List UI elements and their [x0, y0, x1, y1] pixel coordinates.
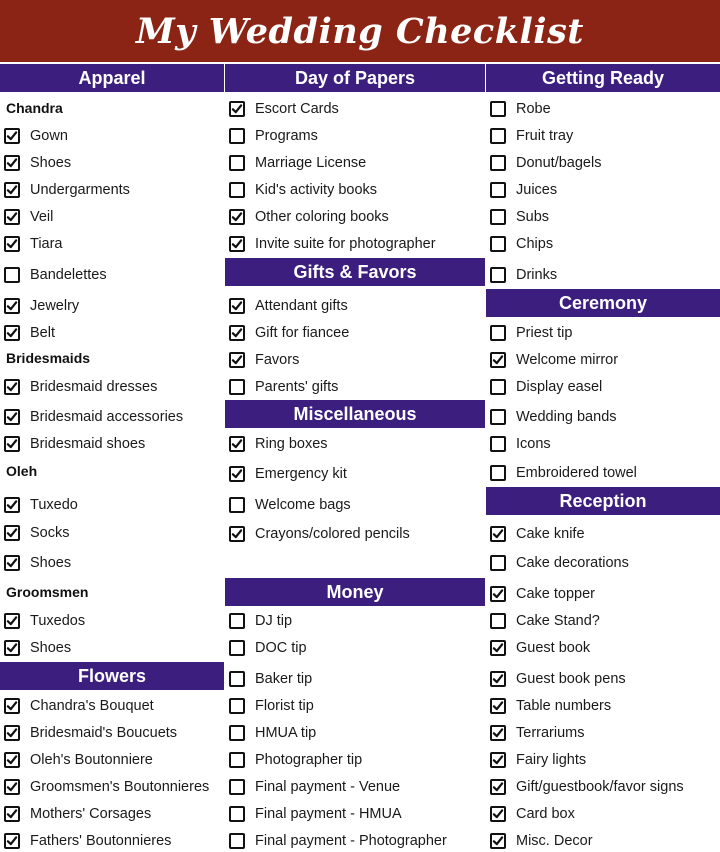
- item-label: Subs: [516, 209, 550, 225]
- item-label: Favors: [255, 352, 300, 368]
- unchecked-checkbox-icon[interactable]: [490, 465, 506, 481]
- checklist-item: [490, 637, 720, 659]
- unchecked-checkbox-icon[interactable]: [229, 155, 245, 171]
- unchecked-checkbox-icon[interactable]: [490, 182, 506, 198]
- checked-checkbox-icon[interactable]: [4, 379, 20, 395]
- item-label: Tuxedo: [30, 497, 78, 513]
- item-label: Shoes: [30, 155, 72, 171]
- item-label: Drinks: [516, 267, 558, 283]
- checklist-item: [229, 295, 485, 317]
- checklist-item: [229, 637, 485, 659]
- checklist-item: [229, 152, 485, 174]
- checklist-item: [229, 494, 485, 516]
- checklist-item: [4, 433, 224, 455]
- unchecked-checkbox-icon[interactable]: [490, 267, 506, 283]
- checked-checkbox-icon[interactable]: [490, 752, 506, 768]
- item-label: Programs: [255, 128, 318, 144]
- item-label: Groomsmen's Boutonnieres: [30, 779, 210, 795]
- unchecked-checkbox-icon[interactable]: [490, 128, 506, 144]
- checklist-item: [229, 463, 485, 485]
- unchecked-checkbox-icon[interactable]: [229, 497, 245, 513]
- item-label: DOC tip: [255, 640, 307, 656]
- item-label: Fathers' Boutonnieres: [30, 833, 172, 849]
- checked-checkbox-icon[interactable]: [4, 725, 20, 741]
- item-label: Oleh's Boutonniere: [30, 752, 153, 768]
- unchecked-checkbox-icon[interactable]: [229, 671, 245, 687]
- section-header: Apparel: [0, 64, 224, 92]
- checklist-item: [4, 695, 224, 717]
- checked-checkbox-icon[interactable]: [490, 806, 506, 822]
- checklist-item: [490, 125, 720, 147]
- column-3: [486, 64, 720, 851]
- checklist-item: [490, 749, 720, 771]
- item-label: Welcome mirror: [516, 352, 619, 368]
- item-label: Chandra's Bouquet: [30, 698, 154, 714]
- checked-checkbox-icon[interactable]: [4, 555, 20, 571]
- item-label: Misc. Decor: [516, 833, 593, 849]
- checklist-item: [490, 376, 720, 398]
- item-label: Shoes: [30, 640, 72, 656]
- section-header: Miscellaneous: [225, 400, 485, 428]
- checklist-item: [4, 152, 224, 174]
- checklist-item: [4, 264, 224, 286]
- item-label: Bridesmaid shoes: [30, 436, 146, 452]
- group-heading: Bridesmaids: [6, 350, 91, 366]
- checklist-item: [4, 637, 224, 659]
- checklist-item: [4, 552, 224, 574]
- item-label: Shoes: [30, 555, 72, 571]
- item-label: Escort Cards: [255, 101, 339, 117]
- item-label: Bridesmaid's Boucuets: [30, 725, 178, 741]
- item-label: Gown: [30, 128, 68, 144]
- item-label: Veil: [30, 209, 54, 225]
- item-label: Guest book: [516, 640, 591, 656]
- checklist-item: [229, 98, 485, 120]
- checked-checkbox-icon[interactable]: [4, 128, 20, 144]
- item-label: Wedding bands: [516, 409, 617, 425]
- checklist-item: [229, 749, 485, 771]
- checked-checkbox-icon[interactable]: [4, 409, 20, 425]
- checked-checkbox-icon[interactable]: [229, 209, 245, 225]
- checklist-item: [490, 610, 720, 632]
- checked-checkbox-icon[interactable]: [4, 155, 20, 171]
- checked-checkbox-icon[interactable]: [229, 466, 245, 482]
- title-banner: [0, 0, 720, 62]
- checked-checkbox-icon[interactable]: [490, 352, 506, 368]
- unchecked-checkbox-icon[interactable]: [490, 409, 506, 425]
- item-label: Bandelettes: [30, 267, 107, 283]
- checklist-item: [490, 722, 720, 744]
- section-header: Money: [225, 578, 485, 606]
- checklist-item: [229, 695, 485, 717]
- item-label: Fruit tray: [516, 128, 574, 144]
- checklist-item: [229, 376, 485, 398]
- item-label: Kid's activity books: [255, 182, 378, 198]
- item-label: Tiara: [30, 236, 63, 252]
- checklist-item: [4, 830, 224, 852]
- item-label: Cake Stand?: [516, 613, 600, 629]
- checklist-item: [229, 179, 485, 201]
- unchecked-checkbox-icon[interactable]: [229, 128, 245, 144]
- section-header: Gifts & Favors: [225, 258, 485, 286]
- item-label: Robe: [516, 101, 551, 117]
- item-label: Final payment - Venue: [255, 779, 401, 795]
- checked-checkbox-icon[interactable]: [229, 101, 245, 117]
- checked-checkbox-icon[interactable]: [4, 698, 20, 714]
- unchecked-checkbox-icon[interactable]: [490, 436, 506, 452]
- unchecked-checkbox-icon[interactable]: [229, 806, 245, 822]
- item-label: Display easel: [516, 379, 603, 395]
- item-label: Welcome bags: [255, 497, 351, 513]
- section-header: Flowers: [0, 662, 224, 690]
- unchecked-checkbox-icon[interactable]: [229, 833, 245, 849]
- checklist-item: [229, 776, 485, 798]
- checklist-item: [229, 830, 485, 852]
- item-label: Final payment - Photographer: [255, 833, 447, 849]
- item-label: Cake decorations: [516, 555, 629, 571]
- item-label: Fairy lights: [516, 752, 587, 768]
- group-heading: Chandra: [6, 100, 63, 116]
- checked-checkbox-icon[interactable]: [490, 586, 506, 602]
- checked-checkbox-icon[interactable]: [4, 298, 20, 314]
- checklist-item: [229, 206, 485, 228]
- item-label: HMUA tip: [255, 725, 317, 741]
- checklist-item: [229, 610, 485, 632]
- checklist-item: [490, 322, 720, 344]
- checklist-item: [229, 349, 485, 371]
- checklist-item: [4, 376, 224, 398]
- checked-checkbox-icon[interactable]: [490, 779, 506, 795]
- checked-checkbox-icon[interactable]: [490, 640, 506, 656]
- checked-checkbox-icon[interactable]: [229, 325, 245, 341]
- item-label: Undergarments: [30, 182, 130, 198]
- item-label: Final payment - HMUA: [255, 806, 402, 822]
- group-heading: Groomsmen: [6, 584, 89, 600]
- checklist-item: [490, 179, 720, 201]
- item-label: Other coloring books: [255, 209, 389, 225]
- item-label: Terrariums: [516, 725, 585, 741]
- checked-checkbox-icon[interactable]: [490, 833, 506, 849]
- unchecked-checkbox-icon[interactable]: [229, 779, 245, 795]
- checked-checkbox-icon[interactable]: [229, 236, 245, 252]
- item-label: DJ tip: [255, 613, 293, 629]
- checked-checkbox-icon[interactable]: [229, 298, 245, 314]
- checked-checkbox-icon[interactable]: [4, 640, 20, 656]
- item-label: Card box: [516, 806, 575, 822]
- checklist-item: [229, 233, 485, 255]
- checklist-item: [4, 722, 224, 744]
- item-label: Bridesmaid accessories: [30, 409, 184, 425]
- checked-checkbox-icon[interactable]: [4, 613, 20, 629]
- item-label: Tuxedos: [30, 613, 86, 629]
- checklist-item: [490, 552, 720, 574]
- checklist-item: [4, 206, 224, 228]
- page-title: My Wedding Checklist: [136, 10, 584, 52]
- checked-checkbox-icon[interactable]: [4, 806, 20, 822]
- checklist-item: [490, 406, 720, 428]
- column-2: [225, 64, 485, 851]
- unchecked-checkbox-icon[interactable]: [490, 236, 506, 252]
- unchecked-checkbox-icon[interactable]: [229, 752, 245, 768]
- checklist-item: [229, 668, 485, 690]
- group-heading: Oleh: [6, 463, 38, 479]
- item-label: Florist tip: [255, 698, 314, 714]
- checklist-item: [490, 803, 720, 825]
- item-label: Chips: [516, 236, 554, 252]
- checked-checkbox-icon[interactable]: [229, 352, 245, 368]
- item-label: Gift for fiancee: [255, 325, 350, 341]
- checked-checkbox-icon[interactable]: [490, 671, 506, 687]
- column-1: [0, 64, 224, 851]
- item-label: Cake knife: [516, 526, 585, 542]
- item-label: Icons: [516, 436, 551, 452]
- checklist-item: [490, 98, 720, 120]
- checklist-item: [229, 433, 485, 455]
- checklist-item: [4, 776, 224, 798]
- item-label: Ring boxes: [255, 436, 328, 452]
- checked-checkbox-icon[interactable]: [4, 436, 20, 452]
- item-label: Socks: [30, 525, 70, 541]
- checklist-item: [490, 349, 720, 371]
- checklist-item: [490, 583, 720, 605]
- unchecked-checkbox-icon[interactable]: [490, 325, 506, 341]
- item-label: Gift/guestbook/favor signs: [516, 779, 684, 795]
- checklist-item: [490, 523, 720, 545]
- checklist-item: [490, 462, 720, 484]
- unchecked-checkbox-icon[interactable]: [229, 182, 245, 198]
- item-label: Mothers' Corsages: [30, 806, 152, 822]
- unchecked-checkbox-icon[interactable]: [229, 725, 245, 741]
- section-header: Ceremony: [486, 289, 720, 317]
- checked-checkbox-icon[interactable]: [4, 236, 20, 252]
- checked-checkbox-icon[interactable]: [229, 436, 245, 452]
- unchecked-checkbox-icon[interactable]: [490, 379, 506, 395]
- checked-checkbox-icon[interactable]: [229, 526, 245, 542]
- unchecked-checkbox-icon[interactable]: [229, 379, 245, 395]
- item-label: Priest tip: [516, 325, 573, 341]
- item-label: Baker tip: [255, 671, 313, 687]
- checklist-item: [4, 179, 224, 201]
- item-label: Emergency kit: [255, 466, 347, 482]
- unchecked-checkbox-icon[interactable]: [229, 613, 245, 629]
- item-label: Donut/bagels: [516, 155, 602, 171]
- checklist-item: [4, 610, 224, 632]
- checklist-item: [229, 523, 485, 545]
- checklist-item: [490, 233, 720, 255]
- item-label: Bridesmaid dresses: [30, 379, 158, 395]
- checklist-item: [4, 522, 224, 544]
- item-label: Juices: [516, 182, 558, 198]
- checklist-item: [4, 295, 224, 317]
- section-header: Day of Papers: [225, 64, 485, 92]
- checked-checkbox-icon[interactable]: [4, 525, 20, 541]
- checked-checkbox-icon[interactable]: [4, 833, 20, 849]
- item-label: Photographer tip: [255, 752, 363, 768]
- checklist-item: [4, 322, 224, 344]
- checklist-item: [4, 233, 224, 255]
- checklist-item: [4, 803, 224, 825]
- unchecked-checkbox-icon[interactable]: [490, 101, 506, 117]
- checklist-item: [490, 206, 720, 228]
- checklist-item: [490, 668, 720, 690]
- unchecked-checkbox-icon[interactable]: [490, 209, 506, 225]
- section-header: Getting Ready: [486, 64, 720, 92]
- checked-checkbox-icon[interactable]: [490, 698, 506, 714]
- checked-checkbox-icon[interactable]: [490, 725, 506, 741]
- checked-checkbox-icon[interactable]: [4, 779, 20, 795]
- item-label: Jewelry: [30, 298, 80, 314]
- checked-checkbox-icon[interactable]: [490, 526, 506, 542]
- checklist-item: [229, 322, 485, 344]
- unchecked-checkbox-icon[interactable]: [4, 267, 20, 283]
- checklist-item: [490, 776, 720, 798]
- checklist-item: [490, 695, 720, 717]
- checklist-item: [490, 264, 720, 286]
- checklist-item: [4, 494, 224, 516]
- checklist-item: [4, 406, 224, 428]
- item-label: Guest book pens: [516, 671, 626, 687]
- unchecked-checkbox-icon[interactable]: [229, 698, 245, 714]
- checked-checkbox-icon[interactable]: [4, 752, 20, 768]
- checklist-item: [229, 722, 485, 744]
- item-label: Embroidered towel: [516, 465, 637, 481]
- checklist-item: [4, 125, 224, 147]
- checked-checkbox-icon[interactable]: [4, 497, 20, 513]
- checklist-item: [229, 125, 485, 147]
- item-label: Belt: [30, 325, 55, 341]
- section-header: Reception: [486, 487, 720, 515]
- item-label: Marriage License: [255, 155, 367, 171]
- checklist-item: [4, 749, 224, 771]
- item-label: Invite suite for photographer: [255, 236, 436, 252]
- checked-checkbox-icon[interactable]: [4, 182, 20, 198]
- item-label: Table numbers: [516, 698, 612, 714]
- unchecked-checkbox-icon[interactable]: [229, 640, 245, 656]
- checklist-item: [490, 152, 720, 174]
- checklist-item: [490, 830, 720, 852]
- item-label: Crayons/colored pencils: [255, 526, 410, 542]
- unchecked-checkbox-icon[interactable]: [490, 613, 506, 629]
- checklist-item: [490, 433, 720, 455]
- unchecked-checkbox-icon[interactable]: [490, 555, 506, 571]
- checklist-item: [229, 803, 485, 825]
- checked-checkbox-icon[interactable]: [4, 209, 20, 225]
- item-label: Cake topper: [516, 586, 595, 602]
- checked-checkbox-icon[interactable]: [4, 325, 20, 341]
- item-label: Attendant gifts: [255, 298, 348, 314]
- item-label: Parents' gifts: [255, 379, 339, 395]
- unchecked-checkbox-icon[interactable]: [490, 155, 506, 171]
